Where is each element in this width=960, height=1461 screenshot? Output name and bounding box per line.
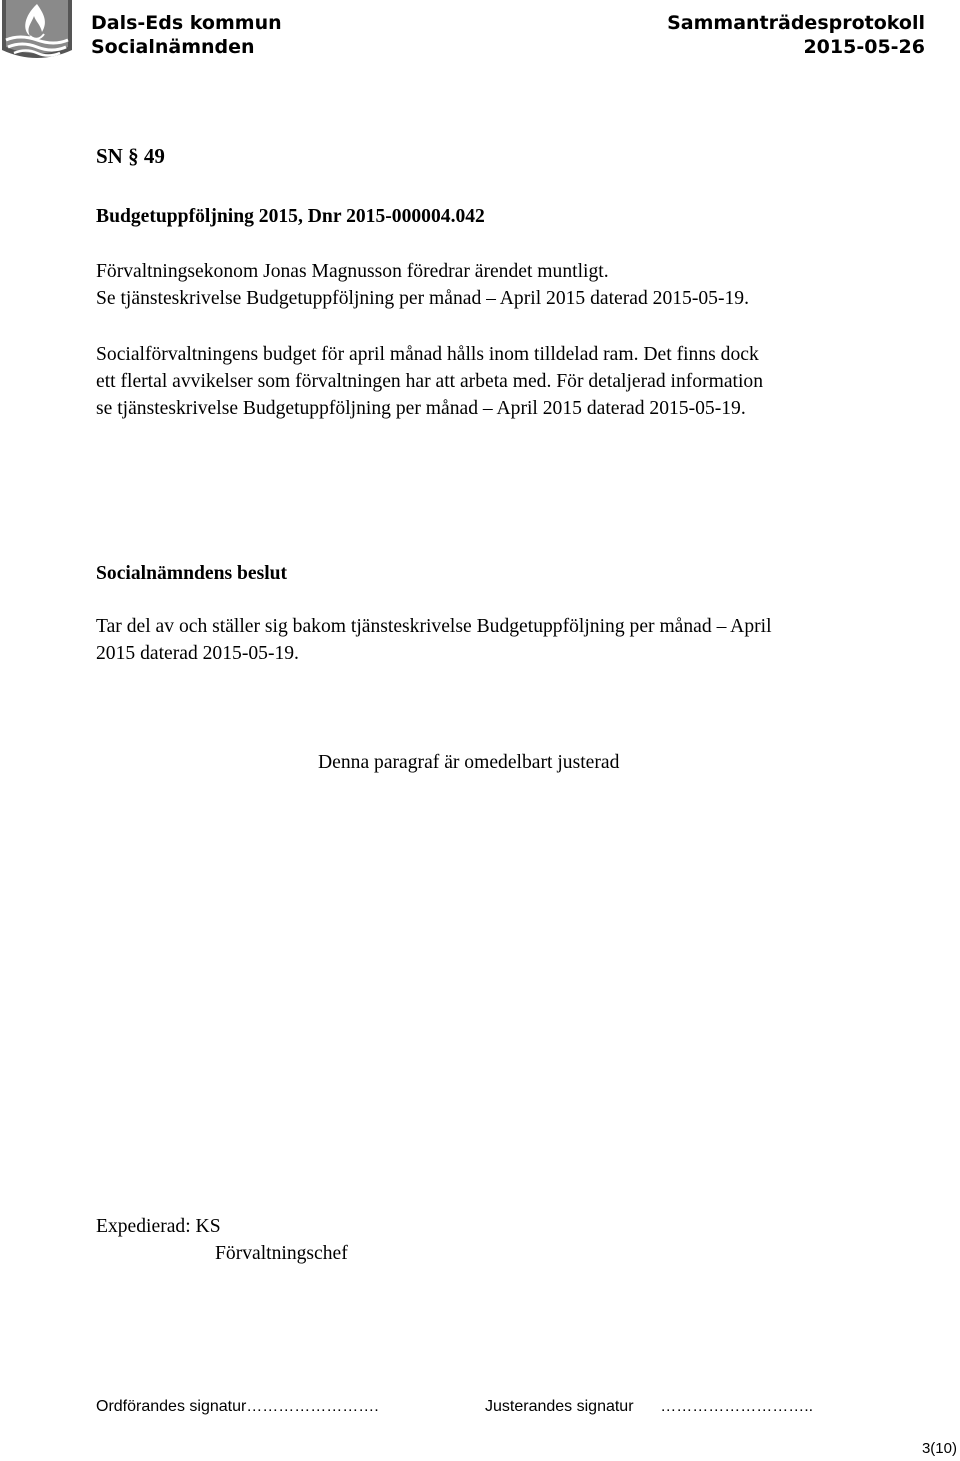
intro-line-2: Se tjänsteskrivelse Budgetuppföljning per månad – April 2015 daterad 2015-05-19. <box>96 288 749 309</box>
meeting-date: 2015-05-26 <box>803 36 925 58</box>
header-left <box>91 11 282 59</box>
decision-line-2: 2015 daterad 2015-05-19. <box>96 643 299 664</box>
chair-signature: Ordförandes signatur……………………. <box>96 1398 379 1415</box>
body-line-2: ett flertal avvikelser som förvaltningen har att arbeta med. För detaljerad information <box>96 371 764 392</box>
justified-note: Denna paragraf är omedelbart justerad <box>318 752 620 773</box>
intro-line-1: Förvaltningsekonom Jonas Magnusson föredrar ärendet muntligt. <box>96 261 609 282</box>
paragraph-title: Budgetuppföljning 2015, Dnr 2015-000004.042 <box>96 206 485 227</box>
decision-line-1: Tar del av och ställer sig bakom tjänsteskrivelse Budgetuppföljning per månad – April <box>96 616 772 637</box>
board-name: Socialnämnden <box>91 36 255 58</box>
header-right <box>667 11 925 59</box>
municipality-name: Dals-Eds kommun <box>91 12 282 34</box>
body-line-1: Socialförvaltningens budget för april månad hålls inom tilldelad ram. Det finns dock <box>96 344 759 365</box>
body-line-3: se tjänsteskrivelse Budgetuppföljning per månad – April 2015 daterad 2015-05-19. <box>96 398 746 419</box>
dispatch-line-1: Expedierad: KS <box>96 1216 221 1237</box>
paragraph-number: SN § 49 <box>96 144 165 168</box>
page-number: 3(10) <box>921 1440 957 1457</box>
dispatch-line-2: Förvaltningschef <box>215 1243 348 1264</box>
decision-heading: Socialnämndens beslut <box>96 563 288 584</box>
municipality-logo <box>0 0 74 62</box>
document-type: Sammanträdesprotokoll <box>667 12 925 34</box>
adjuster-signature: Justerandes signatur ……………………….. <box>485 1398 814 1415</box>
